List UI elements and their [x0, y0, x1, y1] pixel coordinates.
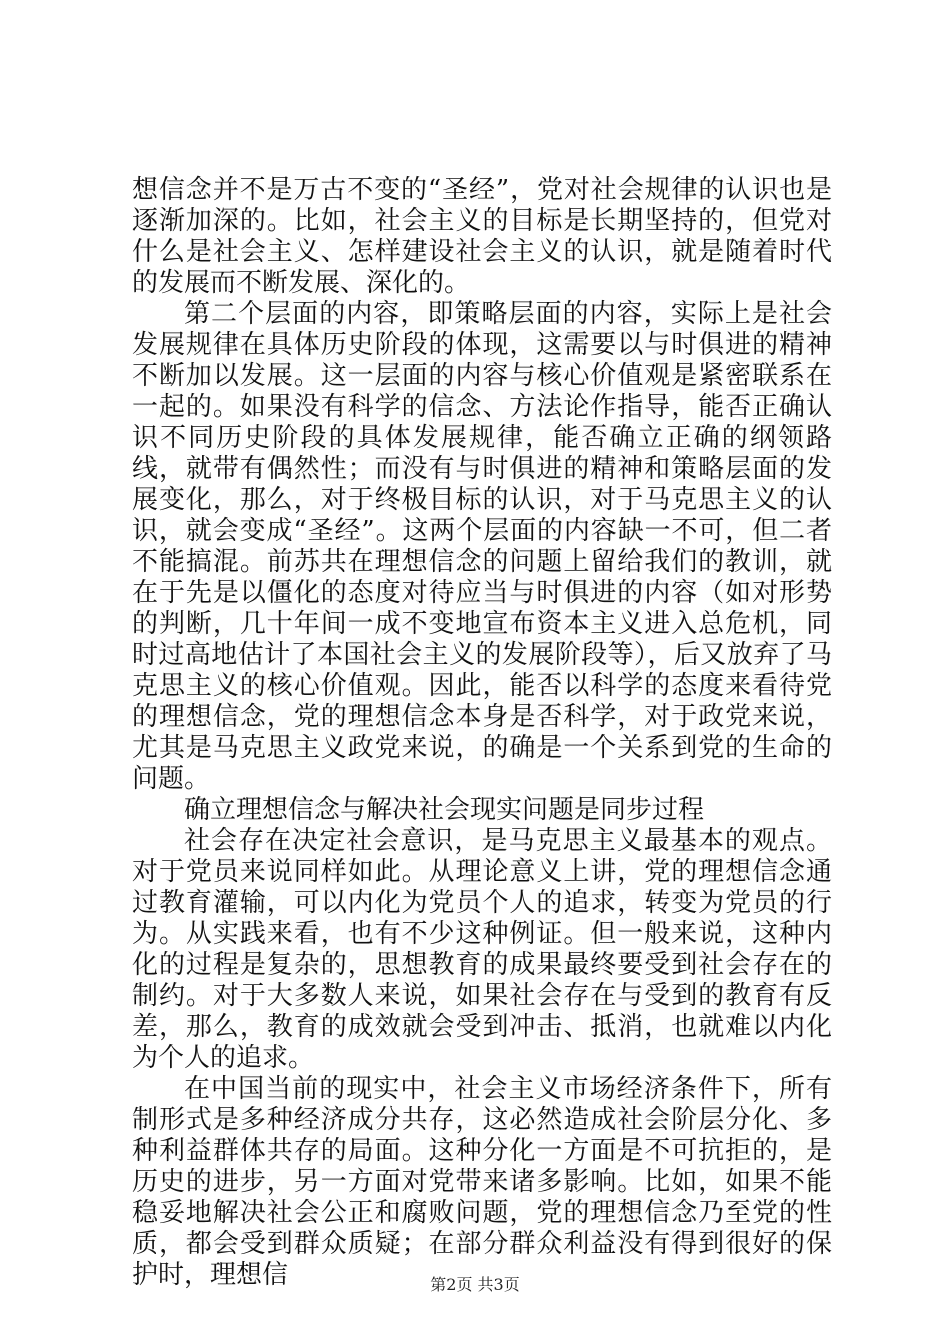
page-footer: 第2页 共3页 [430, 1275, 520, 1294]
section-heading: 确立理想信念与解决社会现实问题是同步过程 [184, 795, 705, 825]
paragraph-current-reality: 在中国当前的现实中，社会主义市场经济条件下，所有制形式是多种经济成分共存，这必然造成社会阶层分化、多种利益群体共存的局面。这种分化一方面是不可抗拒的，是历史的进步，另一方面对党带来诸多影响。比如，如果不能稳妥地解决社会公正和腐败问题，党的理想信念乃至党的性质，都会受到群众质疑；在部分群众利益没有得到很好的保护时，理想信 [132, 1074, 832, 1290]
paragraph-social-existence: 社会存在决定社会意识，是马克思主义最基本的观点。对于党员来说同样如此。从理论意义上讲，党的理想信念通过教育灌输，可以内化为党员个人的追求，转变为党员的行为。从实践来看，也有不少这种例证。但一般来说，这种内化的过程是复杂的，思想教育的成果最终要受到社会存在的制约。对于大多数人来说，如果社会存在与受到的教育有反差，那么，教育的成效就会受到冲击、抵消，也就难以内化为个人的追求。 [132, 826, 832, 1073]
paragraph-strategy-level: 第二个层面的内容，即策略层面的内容，实际上是社会发展规律在具体历史阶段的体现，这需要以与时俱进的精神不断加以发展。这一层面的内容与核心价值观是紧密联系在一起的。如果没有科学的信念、方法论作指导，能否正确认识不同历史阶段的具体发展规律，能否确立正确的纲领路线，就带有偶然性；而没有与时俱进的精神和策略层面的发展变化，那么，对于终极目标的认识，对于马克思主义的认识，就会变成“圣经”。这两个层面的内容缺一不可，但二者不能搞混。前苏共在理想信念的问题上留给我们的教训，就在于先是以僵化的态度对待应当与时俱进的内容（如对形势的判断，几十年间一成不变地宣布资本主义进入总危机，同时过高地估计了本国社会主义的发展阶段等），后又放弃了马克思主义的核心价值观。因此，能否以科学的态度来看待党的理想信念，党的理想信念本身是否科学，对于政党来说，尤其是马克思主义政党来说，的确是一个关系到党的生命的问题。 [132, 299, 832, 794]
paragraph-continuation: 想信念并不是万古不变的“圣经”，党对社会规律的认识也是逐渐加深的。比如，社会主义的目标是长期坚持的，但党对什么是社会主义、怎样建设社会主义的认识，就是随着时代的发展而不断发展、深化的。 [132, 175, 832, 298]
document-body [132, 175, 832, 1291]
